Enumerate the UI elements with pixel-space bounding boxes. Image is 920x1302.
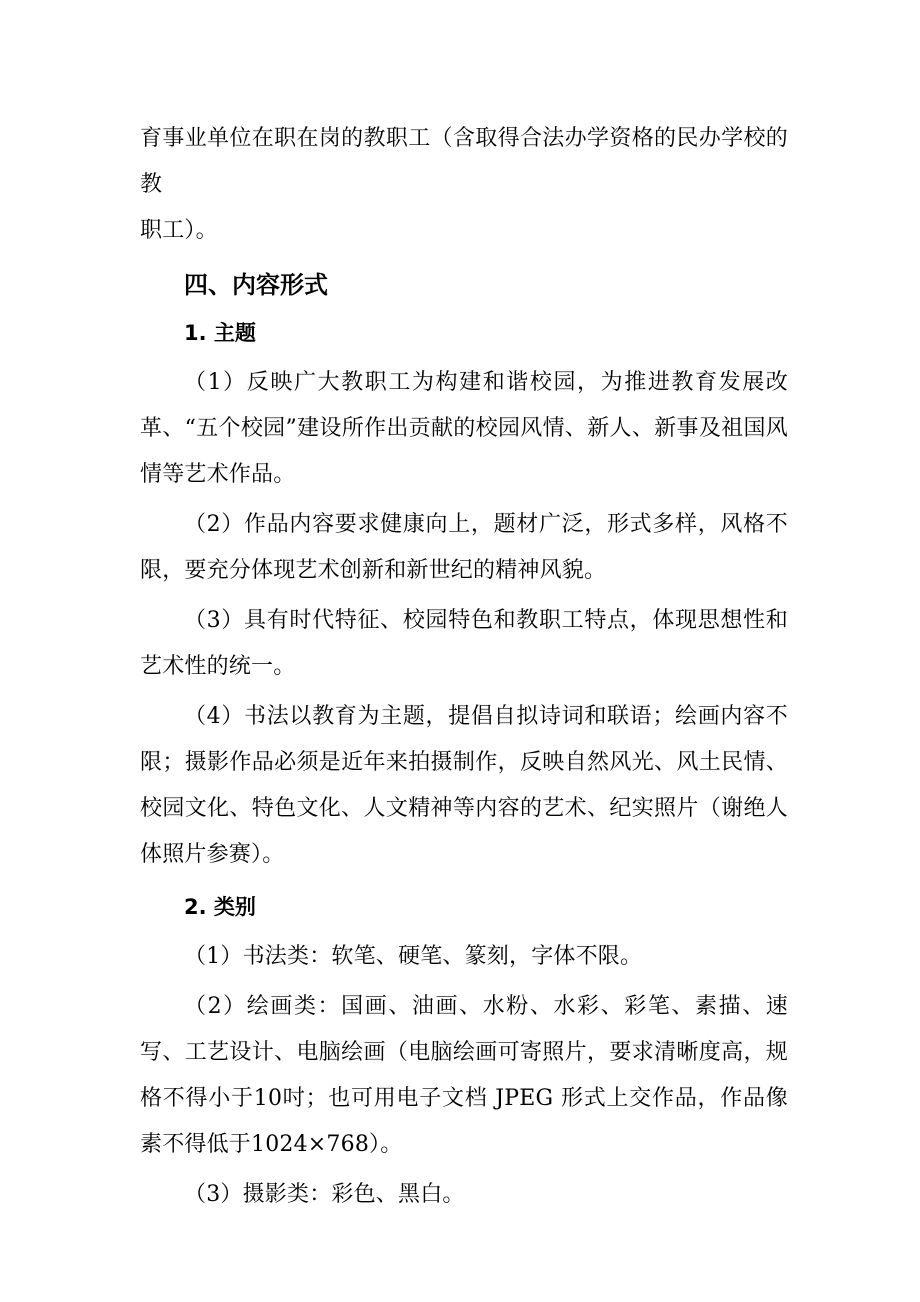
category-item-2: （2）绘画类：国画、油画、水粉、水彩、彩笔、素描、速写、工艺设计、电脑绘画（电脑绘画可寄照片，要求清晰度高，规格不得小于10吋；也可用电子文档 JPEG 形式上交作品，作品像素不得低于1024×768）。 xyxy=(140,994,788,1157)
theme-item-2: （2）作品内容要求健康向上，题材广泛，形式多样，风格不限，要充分体现艺术创新和新世纪的精神风貌。 xyxy=(140,512,788,583)
theme-item-1: （1）反映广大教职工为构建和谐校园，为推进教育发展改革、“五个校园”建设所作出贡献的校园风情、新人、新事及祖国风情等艺术作品。 xyxy=(140,370,788,487)
theme-heading: 1. 主题 xyxy=(184,321,256,345)
intro-line-2: 职工）。 xyxy=(140,218,218,243)
section-title: 四、内容形式 xyxy=(184,271,328,299)
category-item-1: （1）书法类：软笔、硬笔、篆刻，字体不限。 xyxy=(184,944,643,969)
document-body xyxy=(140,116,788,1218)
category-item-3: （3）摄影类：彩色、黑白。 xyxy=(184,1182,465,1207)
theme-item-4: （4）书法以教育为主题，提倡自拟诗词和联语；绘画内容不限；摄影作品必须是近年来拍摄制作，反映自然风光、风土民情、校园文化、特色文化、人文精神等内容的艺术、纪实照片（谢绝人体照片参赛）。 xyxy=(140,704,788,867)
intro-line-1: 育事业单位在职在岗的教职工（含取得合法办学资格的民办学校的教 xyxy=(140,126,788,197)
theme-item-3: （3）具有时代特征、校园特色和教职工特点，体现思想性和艺术性的统一。 xyxy=(140,608,788,679)
category-heading: 2. 类别 xyxy=(184,895,256,919)
spacer xyxy=(140,254,788,258)
